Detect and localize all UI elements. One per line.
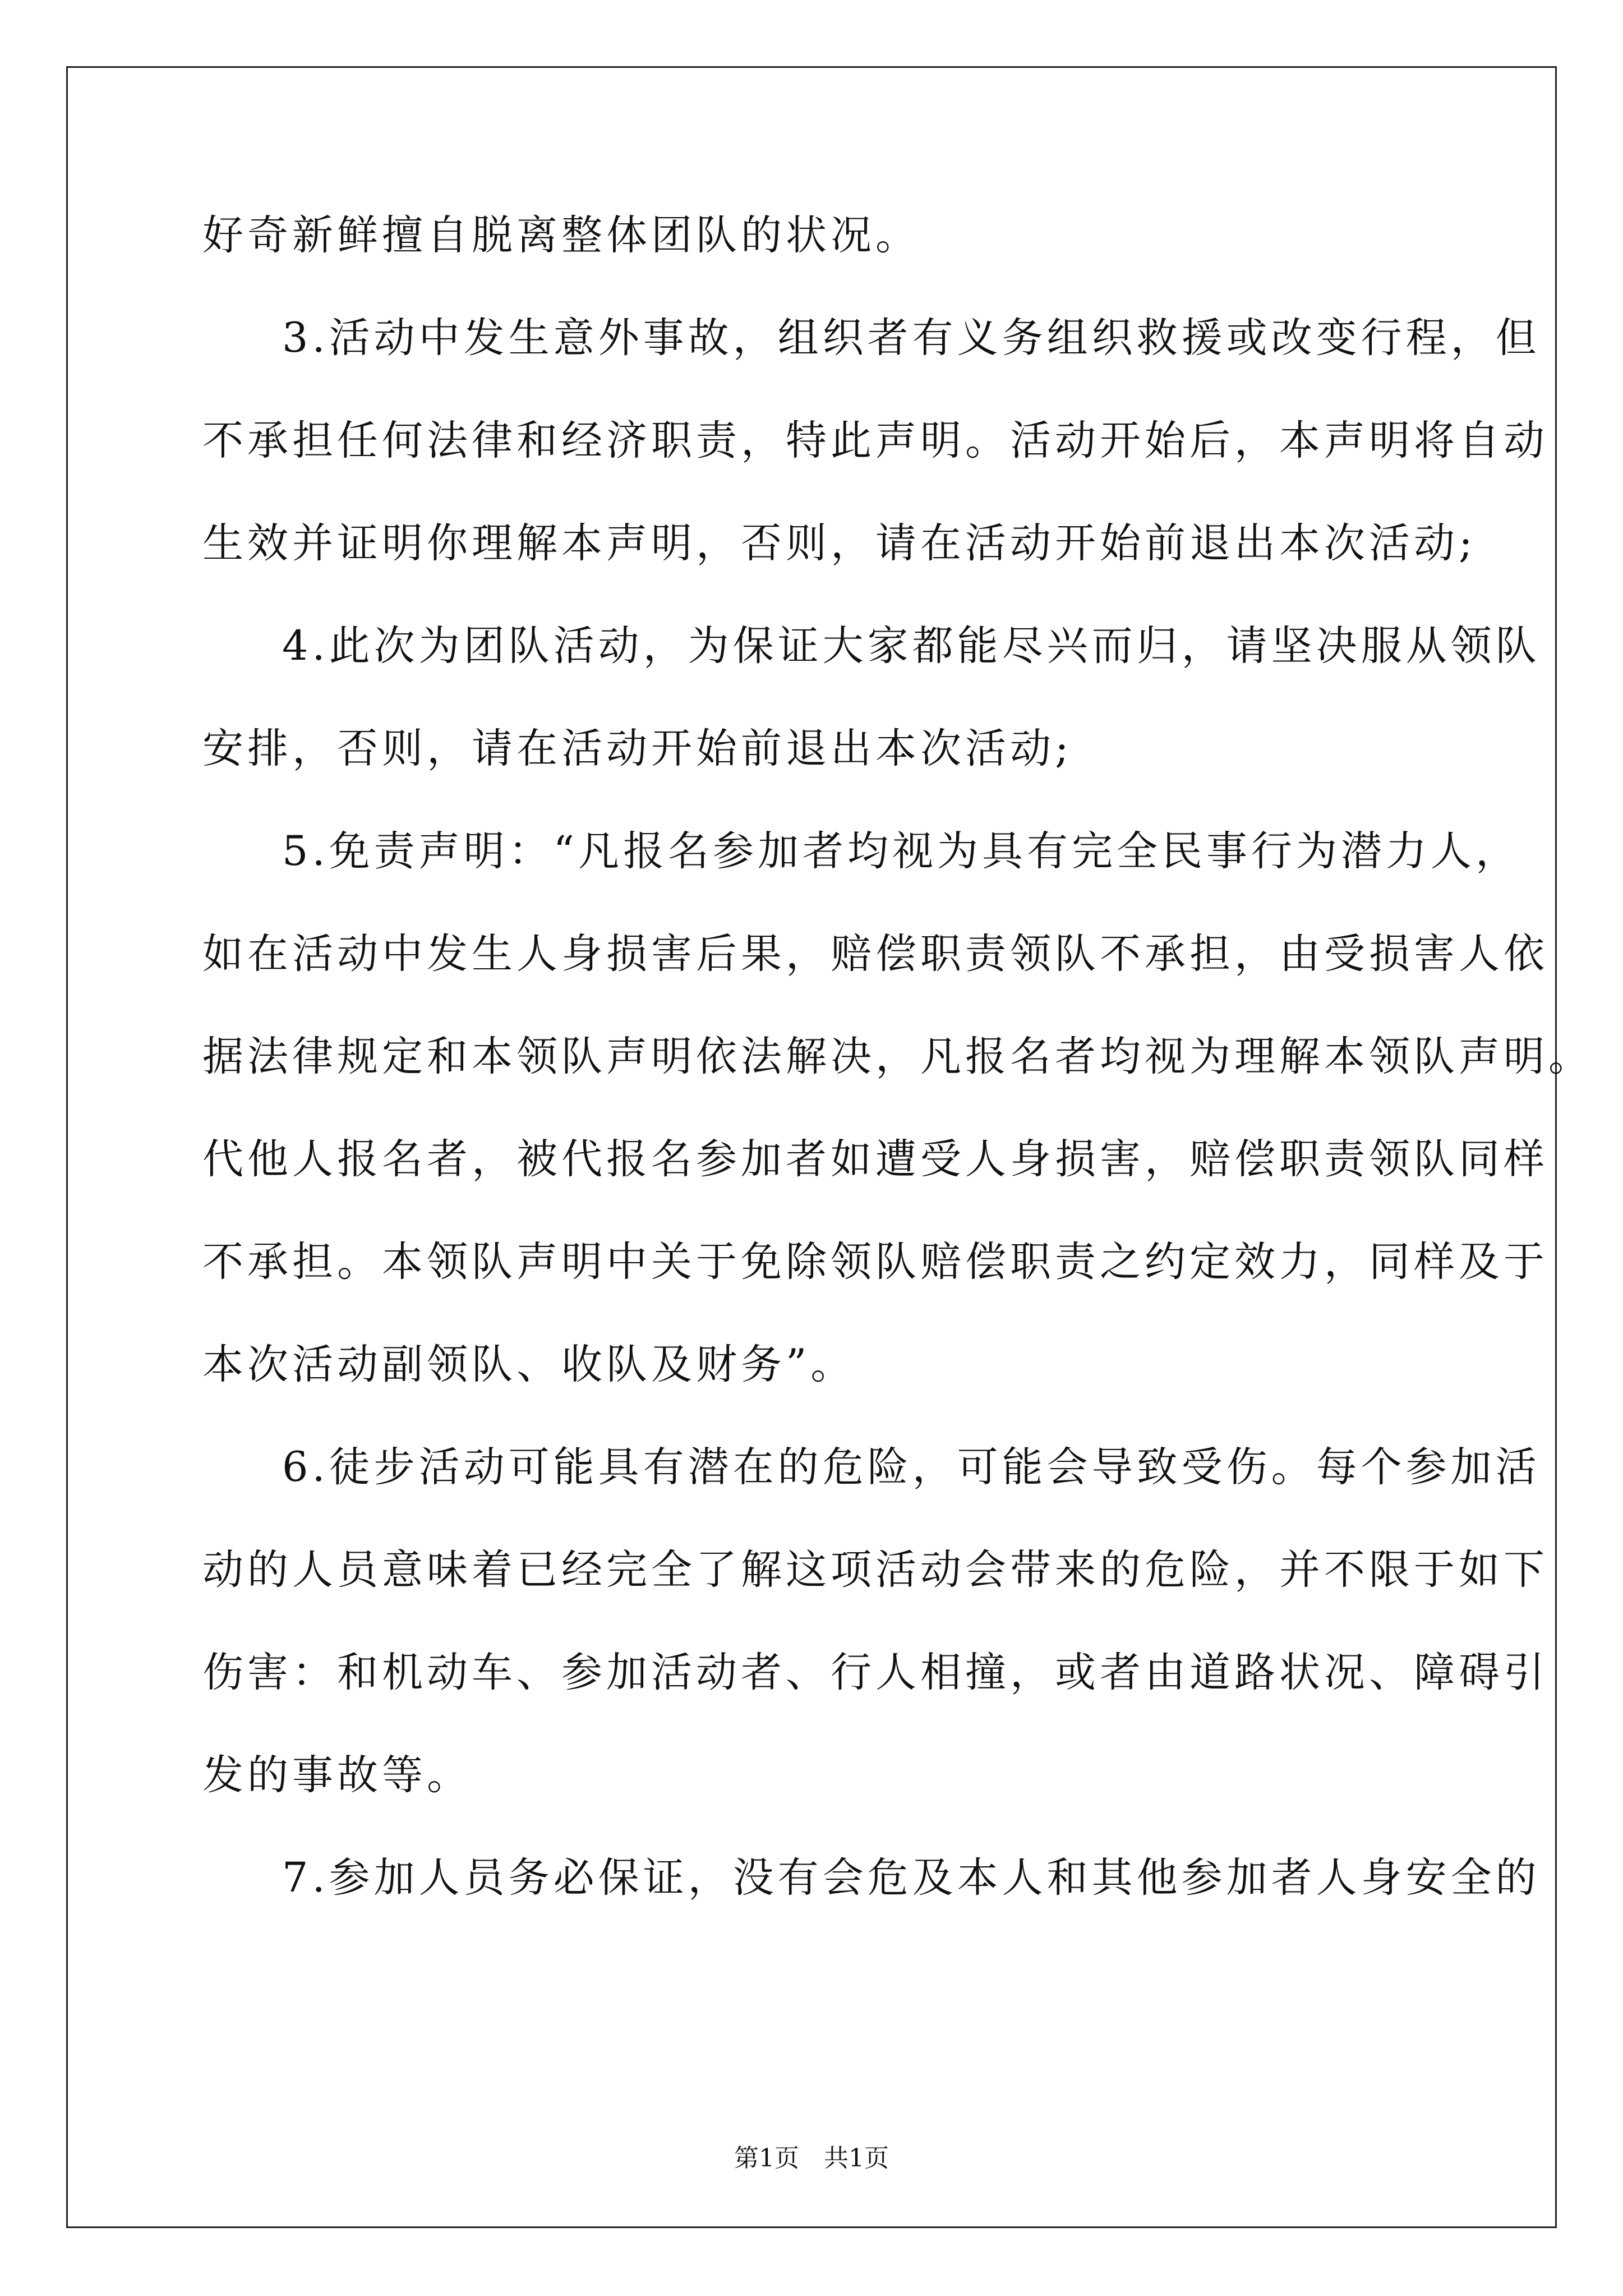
text-line: 代他人报名者，被代报名参加者如遭受人身损害，赔偿职责领队同样 [202,1135,1548,1183]
text-line: 4.此次为团队活动，为保证大家都能尽兴而归，请坚决服从领队 [282,622,1541,670]
text-line: 伤害：和机动车、参加活动者、行人相撞，或者由道路状况、障碍引 [202,1649,1548,1696]
text-line: 5.免责声明：“凡报名参加者均视为具有完全民事行为潜力人， [282,827,1520,875]
text-line: 本次活动副领队、收队及财务”。 [202,1341,856,1388]
text-line: 6.徒步活动可能具有潜在的危险，可能会导致受伤。每个参加活 [282,1443,1541,1491]
text-line: 如在活动中发生人身损害后果，赔偿职责领队不承担，由受损害人依 [202,930,1548,978]
text-line: 不承担任何法律和经济职责，特此声明。活动开始后，本声明将自动 [202,417,1548,464]
text-line: 好奇新鲜擅自脱离整体团队的状况。 [202,211,920,259]
text-line: 生效并证明你理解本声明，否则，请在活动开始前退出本次活动; [202,519,1477,567]
text-line: 3.活动中发生意外事故，组织者有义务组织救援或改变行程，但 [282,314,1541,362]
text-line: 发的事故等。 [202,1751,472,1799]
text-line: 动的人员意味着已经完全了解这项活动会带来的危险，并不限于如下 [202,1546,1548,1594]
text-line: 7.参加人员务必保证，没有会危及本人和其他参加者人身安全的 [282,1854,1541,1902]
page-footer: 第1页 共1页 [734,2144,889,2173]
text-line: 不承担。本领队声明中关于免除领队赔偿职责之约定效力，同样及于 [202,1238,1548,1286]
text-line: 据法律规定和本领队声明依法解决，凡报名者均视为理解本领队声明。 [202,1033,1593,1080]
text-line: 安排，否则，请在活动开始前退出本次活动; [202,725,1073,772]
